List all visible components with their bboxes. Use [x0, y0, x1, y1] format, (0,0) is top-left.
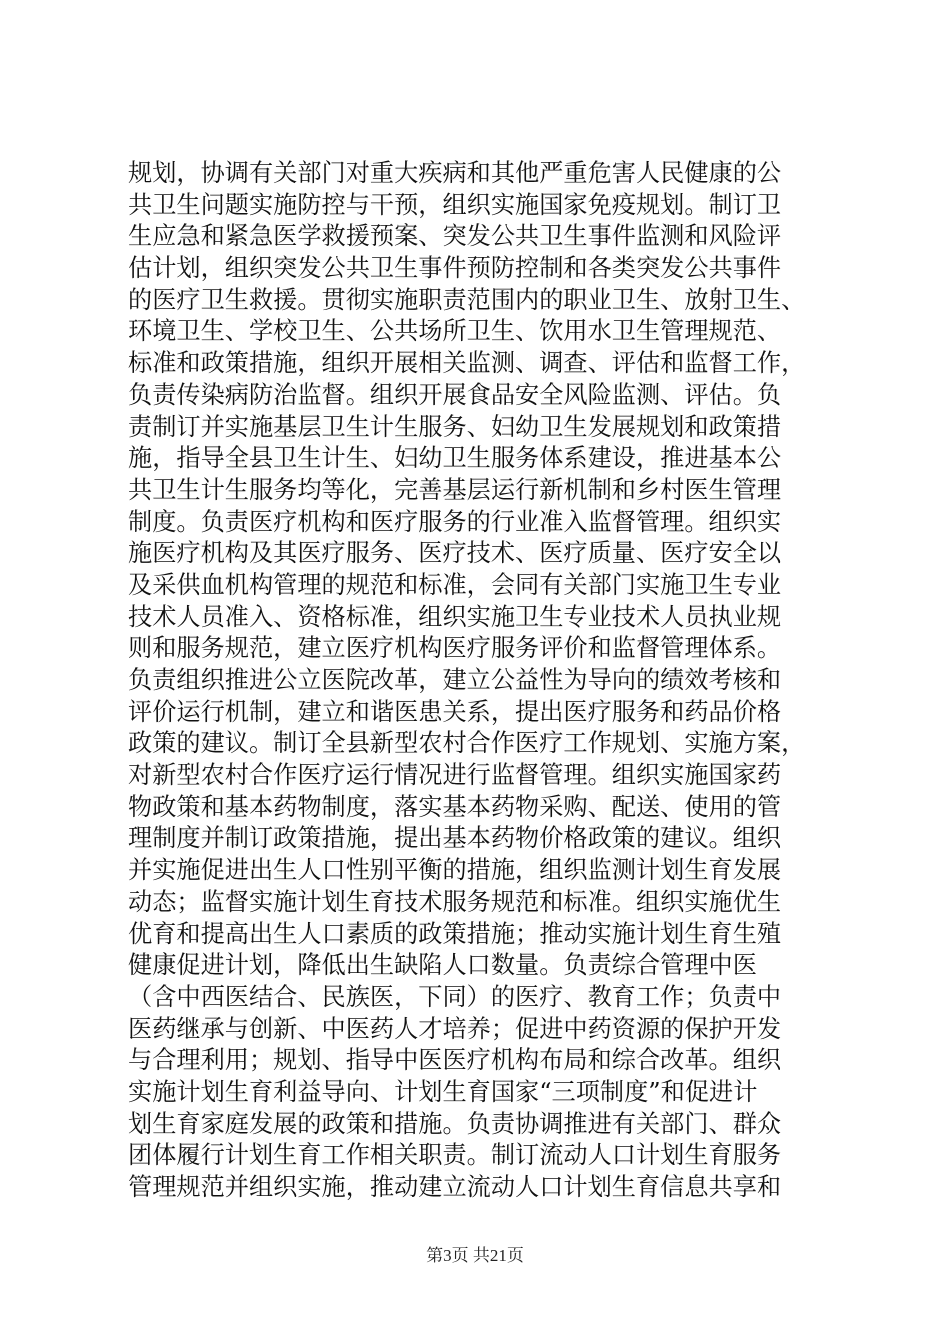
text-line: 技术人员准入、资格标准，组织实施卫生专业技术人员执业规: [128, 602, 782, 631]
text-line: 团体履行计划生育工作相关职责。制订流动人口计划生育服务: [128, 1141, 782, 1170]
text-line: 理制度并制订政策措施，提出基本药物价格政策的建议。组织: [128, 824, 782, 853]
text-line: 及采供血机构管理的规范和标准，会同有关部门实施卫生专业: [128, 570, 782, 599]
text-line: 并实施促进出生人口性别平衡的措施，组织监测计划生育发展: [128, 856, 782, 885]
text-line: 生应急和紧急医学救援预案、突发公共卫生事件监测和风险评: [128, 222, 782, 251]
text-line: 规划，协调有关部门对重大疾病和其他严重危害人民健康的公: [128, 159, 782, 187]
text-line: 医药继承与创新、中医药人才培养；促进中药资源的保护开发: [128, 1014, 782, 1043]
text-line: （含中西医结合、民族医，下同）的医疗、教育工作；负责中: [128, 982, 782, 1011]
text-line: 环境卫生、学校卫生、公共场所卫生、饮用水卫生管理规范、: [128, 317, 782, 346]
text-line: 则和服务规范，建立医疗机构医疗服务评价和监督管理体系。: [128, 634, 782, 663]
text-line: 划生育家庭发展的政策和措施。负责协调推进有关部门、群众: [128, 1109, 782, 1138]
text-line: 施，指导全县卫生计生、妇幼卫生服务体系建设，推进基本公: [128, 444, 782, 473]
text-line: 优育和提高出生人口素质的政策措施；推动实施计划生育生殖: [128, 919, 782, 948]
text-line: 估计划，组织突发公共卫生事件预防控制和各类突发公共事件: [128, 254, 782, 283]
text-line: 共卫生问题实施防控与干预，组织实施国家免疫规划。制订卫: [128, 190, 782, 219]
text-line: 责制订并实施基层卫生计生服务、妇幼卫生发展规划和政策措: [128, 412, 782, 441]
text-line: 制度。负责医疗机构和医疗服务的行业准入监督管理。组织实: [128, 507, 782, 536]
text-line: 健康促进计划，降低出生缺陷人口数量。负责综合管理中医: [128, 951, 757, 980]
page-footer: 第3页 共21页: [426, 1246, 524, 1265]
text-line: 的医疗卫生救援。贯彻实施职责范围内的职业卫生、放射卫生、: [128, 285, 806, 314]
text-line: 施医疗机构及其医疗服务、医疗技术、医疗质量、医疗安全以: [128, 539, 782, 568]
text-line: 共卫生计生服务均等化，完善基层运行新机制和乡村医生管理: [128, 475, 782, 504]
text-line: 标准和政策措施，组织开展相关监测、调查、评估和监督工作，: [128, 349, 806, 378]
text-line: 负责组织推进公立医院改革，建立公益性为导向的绩效考核和: [128, 666, 782, 694]
body-paragraph: [128, 158, 828, 1204]
text-line: 动态；监督实施计划生育技术服务规范和标准。组织实施优生: [128, 887, 782, 916]
text-line: 管理规范并组织实施，推动建立流动人口计划生育信息共享和: [128, 1173, 782, 1201]
text-line: 评价运行机制，建立和谐医患关系，提出医疗服务和药品价格: [128, 697, 782, 726]
text-line: 政策的建议。制订全县新型农村合作医疗工作规划、实施方案，: [128, 729, 806, 758]
text-line: 对新型农村合作医疗运行情况进行监督管理。组织实施国家药: [128, 761, 782, 790]
text-line: 负责传染病防治监督。组织开展食品安全风险监测、评估。负: [128, 380, 782, 409]
text-line: 实施计划生育利益导向、计划生育国家“三项制度”和促进计: [128, 1077, 758, 1106]
text-line: 与合理利用；规划、指导中医医疗机构布局和综合改革。组织: [128, 1046, 782, 1075]
text-line: 物政策和基本药物制度，落实基本药物采购、配送、使用的管: [128, 792, 782, 821]
